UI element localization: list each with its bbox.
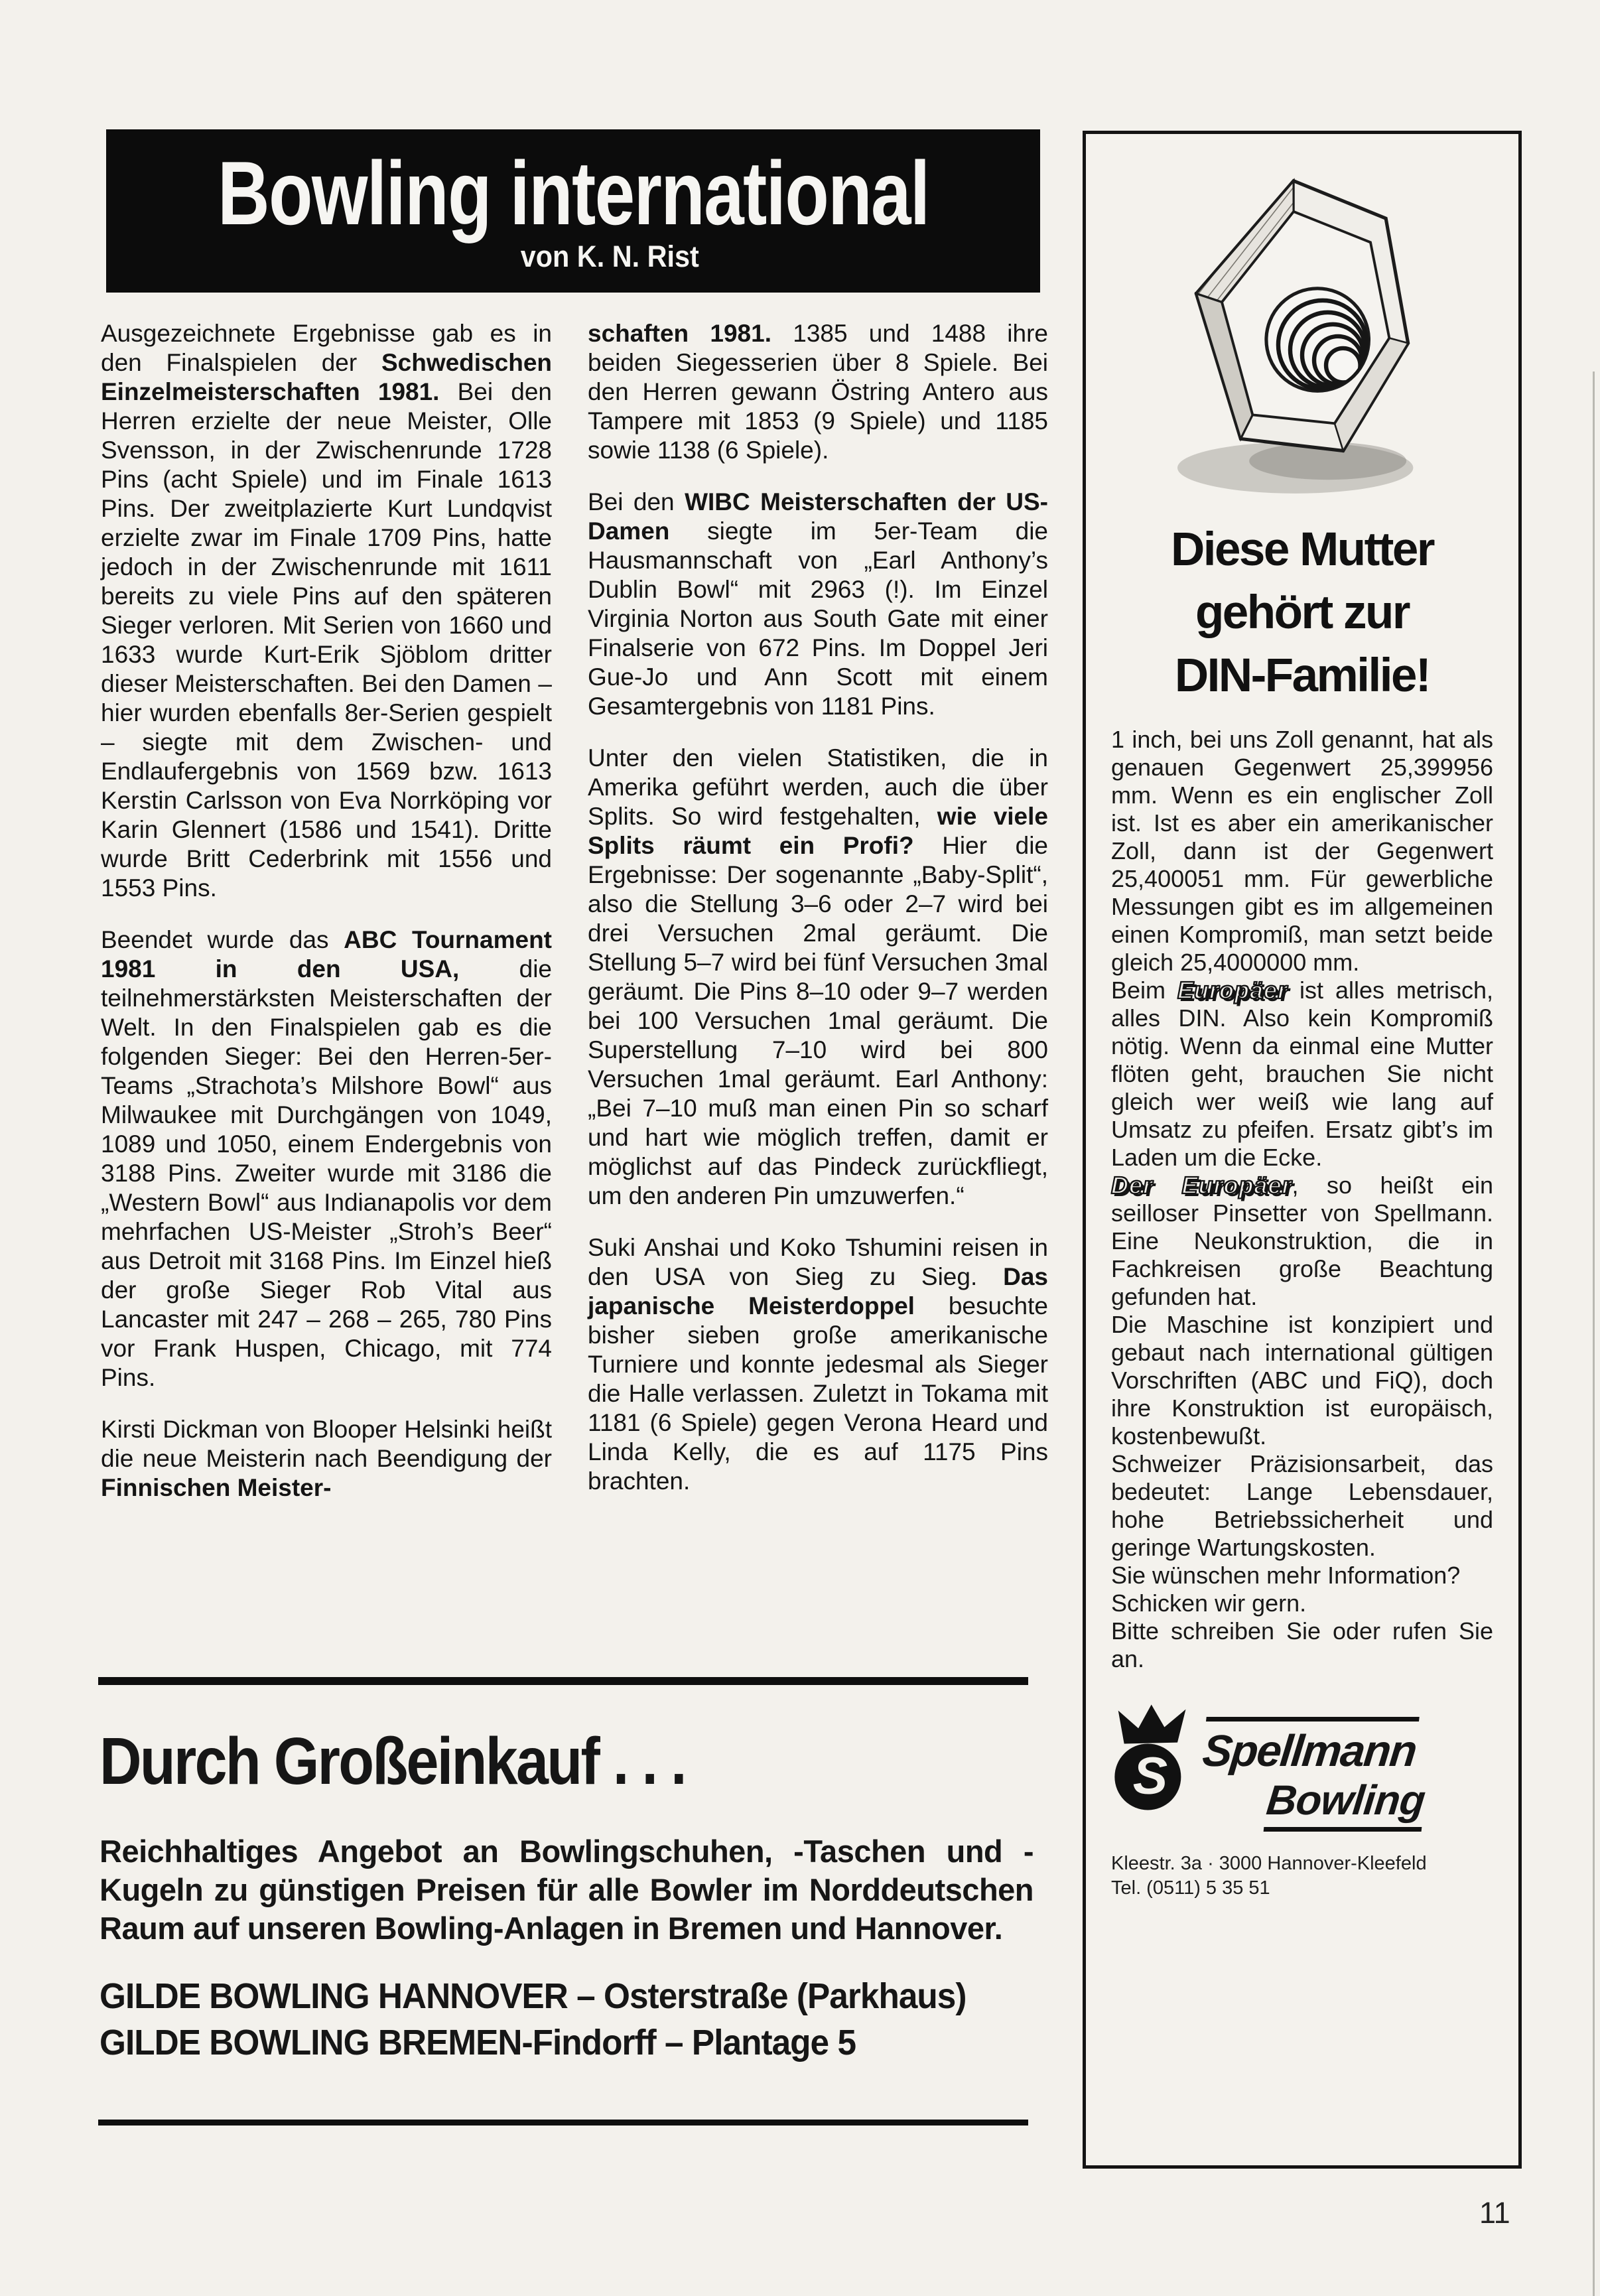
- page-number: 11: [1479, 2196, 1510, 2230]
- spellmann-logo: [1111, 1701, 1493, 1832]
- text-segment: 1385 und 1488 ihre beiden Siegesserien über 8 Spiele. Bei den Herren gewann Östring Antero aus Tampere mit 1853 (9 Spiele) und 1185 sowie 1138 (6 Spiele).: [588, 320, 1049, 464]
- svg-text:S: S: [1132, 1746, 1168, 1805]
- text-segment: ABC Tournament 1981 in den USA,: [101, 926, 552, 982]
- paragraph: [1111, 1311, 1493, 1450]
- spellmann-address: Kleestr. 3a · 3000 Hannover-Kleefeld: [1111, 1853, 1427, 1874]
- sidebar-headline-line: Diese Mutter: [1170, 523, 1434, 576]
- paragraph: [1111, 1617, 1493, 1673]
- article-byline: von K. N. Rist: [520, 239, 699, 273]
- text-segment: Beim: [1111, 977, 1177, 1004]
- text-segment: die teilnehmerstärksten Meisterschaften der Welt. In den Finalspielen gab es die folgenden Sieger: Bei den Herren-5er-Teams „Strachota’s Milshore Bowl“ aus Milwaukee mit Durchgängen von 1049, 1089 und 1050, einem Endergebnis von 3188 Pins. Zweiter wurde mit 3186 die „Western Bowl“ aus Indianapolis vor dem mehrfachen US-Meister „Stroh’s Beer“ aus Detroit mit 3168 Pins. Im Einzel hieß der große Sieger Rob Vital aus Lancaster mit 247 – 268 – 265, 780 Pins vor Frank Huspen, Chicago, mit 774 Pins.: [101, 955, 552, 1391]
- spellmann-address-block: [1111, 1852, 1493, 1901]
- text-segment: Ausgezeichnete Ergebnisse gab es in den Finalspielen der: [101, 320, 552, 376]
- paragraph: [1111, 977, 1493, 1172]
- paragraph: [101, 1415, 552, 1503]
- text-segment: Schwedischen Einzelmeisterschaften 1981.: [101, 349, 552, 405]
- article-title: Bowling international: [217, 143, 929, 243]
- text-segment: Unter den vielen Statistiken, die in Amerika geführt werden, auch die über Splits. So wird festgehalten,: [588, 744, 1048, 830]
- ad-body-text: Reichhaltiges Angebot an Bowlingschuhen, -Taschen und -Kugeln zu günstigen Preisen für alle Bowler im Norddeutschen Raum auf unseren Bowling-Anlagen in Bremen und Hannover.: [100, 1834, 1033, 1946]
- text-segment: Die Maschine ist konzipiert und gebaut nach international gültigen Vorschriften (ABC und FiQ), doch ihre Konstruktion ist europäisch, kostenbewußt.: [1111, 1311, 1493, 1450]
- scan-edge-artifact: [1593, 371, 1595, 2296]
- text-segment: besuchte bisher sieben große amerikanische Turniere und konnte jedesmal als Sieger die Halle verlassen. Zuletzt in Tokama mit 1181 (6 Spiele) gegen Verona Heard und Linda Kelly, die es auf 1175 Pins brachten.: [588, 1292, 1048, 1495]
- spellmann-product: Bowling: [1264, 1777, 1428, 1832]
- ad-headline: Durch Großeinkauf . . .: [100, 1724, 685, 1798]
- paragraph: [1111, 1589, 1493, 1617]
- ad-location-line: GILDE BOWLING BREMEN-Findorff – Plantage 5: [100, 2023, 856, 2062]
- sidebar-headline-line: gehört zur: [1195, 586, 1410, 639]
- paragraph: [1111, 1562, 1493, 1589]
- text-segment: Sie wünschen mehr Information?: [1111, 1562, 1461, 1589]
- sidebar-headline-line: DIN-Familie!: [1174, 649, 1430, 702]
- text-segment: Hier die Ergebnisse: Der sogenannte „Baby-Split“, also die Stellung 3–6 oder 2–7 wird bei drei Versuchen 2mal geräumt. Die Stellung 5–7 wird bei fünf Versuchen 3mal geräumt. Die Pins 8–10 oder 9–7 werden bei 100 Versuchen 1mal geräumt. Die Superstellung 7–10 wird bei 800 Versuchen 1mal geräumt. Earl Anthony: „Bei 7–10 muß man einen Pin so scharf und hart wie möglich treffen, damit er möglichst auf das Pindeck zurückfliegt, um den anderen Pin umzuwerfen.“: [588, 832, 1048, 1209]
- paragraph: [1111, 1450, 1493, 1562]
- text-segment: 1 inch, bei uns Zoll genannt, hat als genauen Gegenwert 25,399956 mm. Wenn es ein englischer Zoll ist. Ist es aber ein amerikanischer Zoll, dann ist der Gegenwert 25,400051 mm. Für gewerbliche Messungen gibt es im allgemeinen einen Kompromiß, man setzt beide gleich 25,4000000 mm.: [1111, 726, 1493, 976]
- ad-locations: [100, 1973, 1033, 2066]
- article-header-banner: [106, 129, 1040, 293]
- paragraph: [101, 925, 552, 1392]
- text-segment: WIBC Meisterschaften der US-Damen: [588, 488, 1048, 545]
- text-segment: siegte im 5er-Team die Hausmannschaft von „Earl Anthony’s Dublin Bowl“ mit 2963 (!). Im Einzel Virginia Norton aus South Gate mit einer Finalserie von 672 Pins. Im Doppel Jeri Gue-Jo und Ann Scott mit einem Gesamtergebnis von 1181 Pins.: [588, 517, 1048, 720]
- divider-rule-top: [98, 1677, 1028, 1685]
- sidebar-body: [1111, 726, 1493, 1673]
- text-segment: wie viele Splits räumt ein Profi?: [588, 803, 1048, 859]
- text-segment: Beendet wurde das: [101, 926, 344, 953]
- paragraph: [1111, 1172, 1493, 1311]
- gilde-bowling-ad: [100, 1725, 1033, 2066]
- text-segment: Der Europäer: [1111, 1172, 1292, 1199]
- paragraph: [588, 488, 1048, 721]
- text-segment: Das japanische Meisterdoppel: [588, 1263, 1048, 1319]
- text-segment: ist alles metrisch, alles DIN. Also kein Kompromiß nötig. Wenn da einmal eine Mutter flöten geht, brauchen Sie nicht gleich wer weiß wie lang auf Umsatz zu pfeifen. Ersatz gibt’s im Laden um die Ecke.: [1111, 977, 1493, 1171]
- sidebar-headline: [1111, 518, 1493, 707]
- hex-nut-icon: [1160, 167, 1445, 509]
- paragraph: [588, 319, 1048, 465]
- ad-location-line: GILDE BOWLING HANNOVER – Osterstraße (Parkhaus): [100, 1976, 967, 2016]
- paragraph: [1111, 726, 1493, 977]
- text-segment: Suki Anshai und Koko Tshumini reisen in den USA von Sieg zu Sieg.: [588, 1234, 1048, 1290]
- article-column-1: [101, 319, 552, 1525]
- crown-s-bowling-ball-icon: [1111, 1701, 1194, 1814]
- paragraph: [101, 319, 552, 903]
- text-segment: Bei den Herren erzielte der neue Meister, Olle Svensson, in der Zwischenrunde 1728 Pins (acht Spiele) und im Finale 1613 Pins. Der zweitplazierte Kurt Lundqvist erzielte zwar im Finale 1709 Pins, hatte jedoch in der Zwischenrunde mit 1611 bereits zu viele Pins auf den späteren Sieger verloren. Mit Serien von 1660 und 1633 wurde Kurt-Erik Sjöblom dritter dieser Meisterschaften. Bei den Damen – hier wurden ebenfalls 8er-Serien gespielt – siegte mit dem Zwischen- und Endlaufergebnis von 1569 bzw. 1613 Kerstin Carlsson von Eva Norrköping vor Karin Glennert (1586 und 1541). Dritte wurde Britt Cederbrink mit 1556 und 1553 Pins.: [101, 378, 552, 902]
- paragraph: [588, 1233, 1048, 1496]
- spellmann-brand: Spellmann: [1200, 1717, 1419, 1777]
- text-segment: Europäer: [1177, 977, 1288, 1004]
- text-segment: Schweizer Präzisionsarbeit, das bedeutet: Lange Lebensdauer, hohe Betriebssicherheit und geringe Wartungskosten.: [1111, 1450, 1493, 1561]
- text-segment: Schicken wir gern.: [1111, 1589, 1307, 1617]
- text-segment: , so heißt ein seilloser Pinsetter von Spellmann. Eine Neukonstruktion, die in Fachkreisen große Beachtung gefunden hat.: [1111, 1172, 1493, 1310]
- text-segment: Kirsti Dickman von Blooper Helsinki heißt die neue Meisterin nach Beendigung der: [101, 1416, 552, 1472]
- text-segment: Bitte schreiben Sie oder rufen Sie an.: [1111, 1617, 1493, 1672]
- hex-nut-illustration: [1160, 167, 1445, 509]
- text-segment: Finnischen Meister-: [101, 1474, 332, 1501]
- text-segment: Bei den: [588, 488, 685, 515]
- spellmann-logo-text: [1200, 1701, 1428, 1832]
- spellmann-phone: Tel. (0511) 5 35 51: [1111, 1877, 1270, 1899]
- text-segment: schaften 1981.: [588, 320, 771, 347]
- din-mutter-ad-box: [1083, 131, 1522, 2169]
- article-column-2: [588, 319, 1048, 1519]
- divider-rule-bottom: [98, 2120, 1028, 2126]
- paragraph: [588, 744, 1048, 1211]
